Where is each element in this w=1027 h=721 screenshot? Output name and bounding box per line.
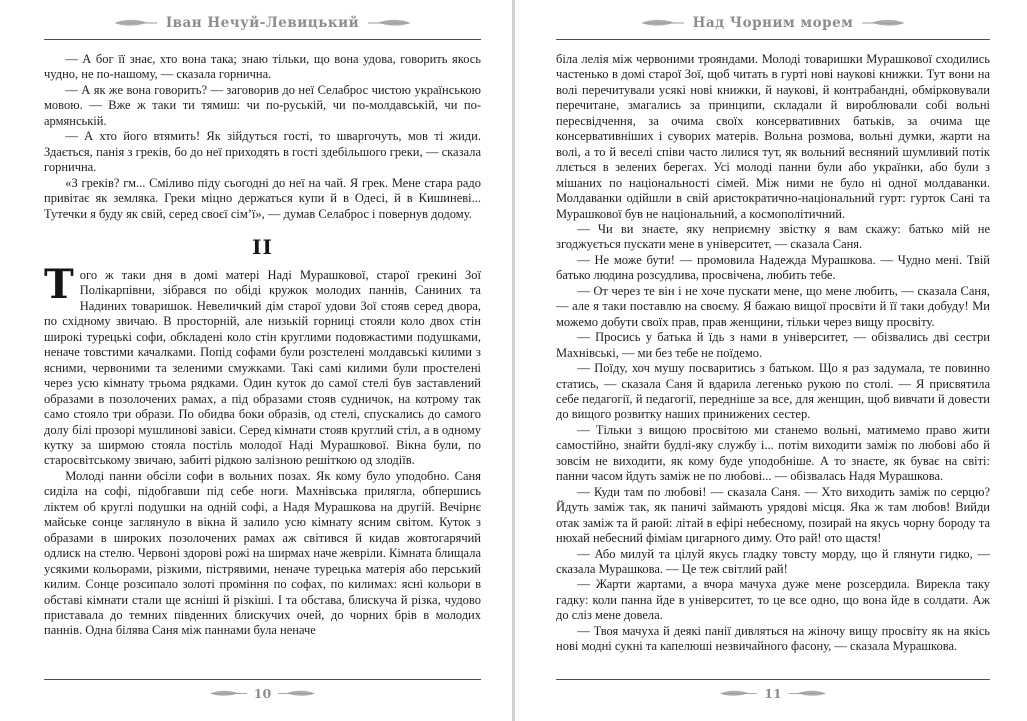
- paragraph: — А як же вона говорить? — заговорив до неї Селаброс чистою українською мовою. — Вже ж таки ти тямиш: чи по-руській, чи по-молдавській, чи по-армянській.: [44, 82, 481, 128]
- drop-cap: Т: [44, 260, 74, 308]
- paragraph: — А бог її знає, хто вона така; знаю тільки, що вона удова, говорить якось чудно, не по-нашому, — сказала горнична.: [44, 52, 481, 82]
- feather-ornament-icon: [640, 18, 684, 28]
- feather-ornament-icon: [113, 18, 157, 28]
- feather-ornament-icon: [719, 689, 757, 698]
- page-text-left: [44, 52, 481, 664]
- feather-ornament-icon: [209, 689, 247, 698]
- paragraph: біла лелія між червоними трояндами. Молоді товаришки Мурашкової сходились частенько в домі старої Зої, щоб читать в гурті нові наукові книжки. Тут вони на волі перечитували усякі нові книжки, й наукові, й контрабандні, обмірковували перечитане, змагались за принципи, складали й вироблювали собі вольні пересвідчення, за очима своїх консервативних батьків, за очима ще консервативніших і суворих матерів. Вольна розмова, вольні думки, жарти на волі, а то й веселі співи часто лилися тут, як вольний весняний шумливий потік ллється в зелених берегах. Усі молоді панни були або українки, або були з мішаних по національності сімей. Між ними не було ні одної молдаванки. Молдаванки одійшли в свій аристократично-національний гурт: гурток Сані та Мурашкової був не національний, а космополітичний.: [556, 52, 990, 221]
- paragraph: Молоді панни обсіли софи в вольних позах. Як кому було уподобно. Саня сиділа на софі, підобгавши під себе ноги. Махнівська прилягла, обпершись ліктем об круглі подушки на одній софі, а Надя Мурашкова на другій. Вечірнє майське сонце заглянуло в вікна й залило усю кімнату ясним світом. Куток з образами в широких позолочених рамах аж світився й кидав жовтогарячий одлиск на стелю. Червоні здорові рожі на ширмах наче жевріли. Кімната блищала усякими кольорами, різкими, пістрявими, неначе турецька матерія або перський килим. Сонце розсипало золоті проміння по софах, по килимах: ясні кольори в обставі кімнати стали ще ясніші й різкіші. І та обстава, блискуча й різка, чудово приставала до темних південних блискучих очей, до чорних брів в молодих паннів. Одна білява Саня між паннами була неначе: [44, 468, 481, 638]
- footer-rule: [44, 679, 481, 680]
- page-footer-left: [44, 679, 481, 701]
- page-number: 11: [764, 686, 782, 701]
- paragraph: — Поїду, хоч мушу посваритись з батьком. Що я раз задумала, те повинно статись, — сказала Саня й вдарила легенько рукою по столі. — Я присвятила себе педагогії, й педагогії, передніше за все, для женщин, щоб вивчати й довести до вищого розвитку наших принижених сестер.: [556, 361, 990, 422]
- paragraph: — От через те він і не хоче пускати мене, що мене любить, — сказала Саня, — але я таки поставлю на своєму. Я бажаю вищої просвіти й її таки добуду! Ми можемо добути своїх прав, прав женщини, тільки через вищу просвіту.: [556, 283, 990, 329]
- running-head-right: [556, 13, 990, 32]
- book-author-title: Іван Нечуй-Левицький: [165, 14, 360, 31]
- footer-rule: [556, 679, 990, 680]
- paragraph: — А хто його втямить! Як зійдуться гості, то шваргочуть, мов ті жиди. Здається, панія з греків, бо до неї приходять в гості здебільшого греки, — сказала горнична.: [44, 129, 481, 175]
- chapter-numeral: II: [252, 234, 273, 259]
- header-rule: [44, 39, 481, 40]
- chapter-opening-text: ого ж таки дня в домі матері Наді Мурашкової, старої грекині Зої Полікарпівни, зібрався по обіді кружок молодих паннів, Саниних та Надиних товаришок. Невеличкий дім старої удови Зої стояв серед двора, по східному звичаю. В просторній, але низькій горниці стояли коло двох стін широкі турецькі софи, обкладені коло стін круглими подовжастими подушками, неначе товстими качалками. Попід софами були розстелені молдавські килими з ясними, червоними та зеленими смужками. Такі самі килими були простелені через усю кімнату трьома рядками. Один куток до самої стелі був заставлений образами в позолочених рамах, а під образами стояв судничок, на котрому так само стояло три образи. По обидва боки образів, од стелі, спускались до самого долу білі прозорі мушлинові завіси. Серед кімнати стояв круглий стіл, а в одному кутку за ширмою стояла постіль молодої Наді Мурашкової. Вікна були, по старосвітському звичаю, забиті рідкою залізною решіткою од злодіїв.: [44, 267, 481, 468]
- feather-ornament-icon: [862, 18, 906, 28]
- feather-ornament-icon: [368, 18, 412, 28]
- feather-ornament-icon: [789, 689, 827, 698]
- page-right: [515, 0, 1027, 721]
- paragraph: — Чи ви знаєте, яку неприємну звістку я вам скажу: батько мій не згоджується пускати мене в університет, — сказала Саня.: [556, 221, 990, 252]
- book-title: Над Чорним морем: [692, 14, 854, 31]
- paragraph: — Жарти жартами, а вчора мачуха дуже мене розсердила. Вирекла таку гадку: коли панна йде в університет, то це все одно, що вона йде в солдати. Аж до сліз мене довела.: [556, 577, 990, 623]
- paragraph: — Не може бути! — промовила Надежда Мурашкова. — Чудно мені. Твій батько людина розсудлива, просвічена, любить тебе.: [556, 252, 990, 283]
- paragraph: — Тільки з вищою просвітою ми станемо вольні, матимемо право жити самостійно, знайти будлі-яку службу і... потім виходити заміж по любові або й зовсім не виходити, як кому буде уподобніше. А то знаєте, як буває на світі: панни часом йдуть заміж не по любові... — обізвалась Надя Мурашкова.: [556, 422, 990, 484]
- page-left: [0, 0, 512, 721]
- page-number: 10: [253, 686, 272, 701]
- paragraph: — Просись у батька й їдь з нами в університет, — обізвались дві сестри Махнівські, — ми без тебе не поїдемо.: [556, 330, 990, 360]
- header-rule: [556, 39, 990, 40]
- paragraph: — Куди там по любові! — сказала Саня. — Хто виходить заміж по серцю? Йдуть заміж так, як паничі займають урядові місця. Яка ж там любов! Вийди отак заміж та й раюй: літай в ефірі небесному, позирай на якусь чорну бороду та нюхай небесний фіміам цигарного диму. Ото рай! ото щастя!: [556, 484, 990, 546]
- chapter-opening-paragraph: [44, 260, 481, 469]
- page-footer-right: [556, 679, 990, 701]
- running-head-left: [44, 13, 481, 32]
- feather-ornament-icon: [278, 689, 316, 698]
- paragraph: — Твоя мачуха й деякі панії дивляться на жіночу вищу просвіту як на якісь нові модні сукні та капелюші незвичайного фасону, — сказала Мурашкова.: [556, 623, 990, 654]
- page-text-right: [556, 52, 990, 664]
- paragraph: «З греків? гм... Сміливо піду сьогодні до неї на чай. Я грек. Мене стара радо привітає як земляка. Греки міцно держаться купи й в Одесі, й в Кишиневі... Тутечки я буду як свій, серед своєї сім’ї», — думав Селаброс і повернув додому.: [44, 175, 481, 221]
- paragraph: — Або милуй та цілуй якусь гладку товсту морду, що й глянути гидко, — сказала Мурашкова. — Це теж світлий рай!: [556, 546, 990, 576]
